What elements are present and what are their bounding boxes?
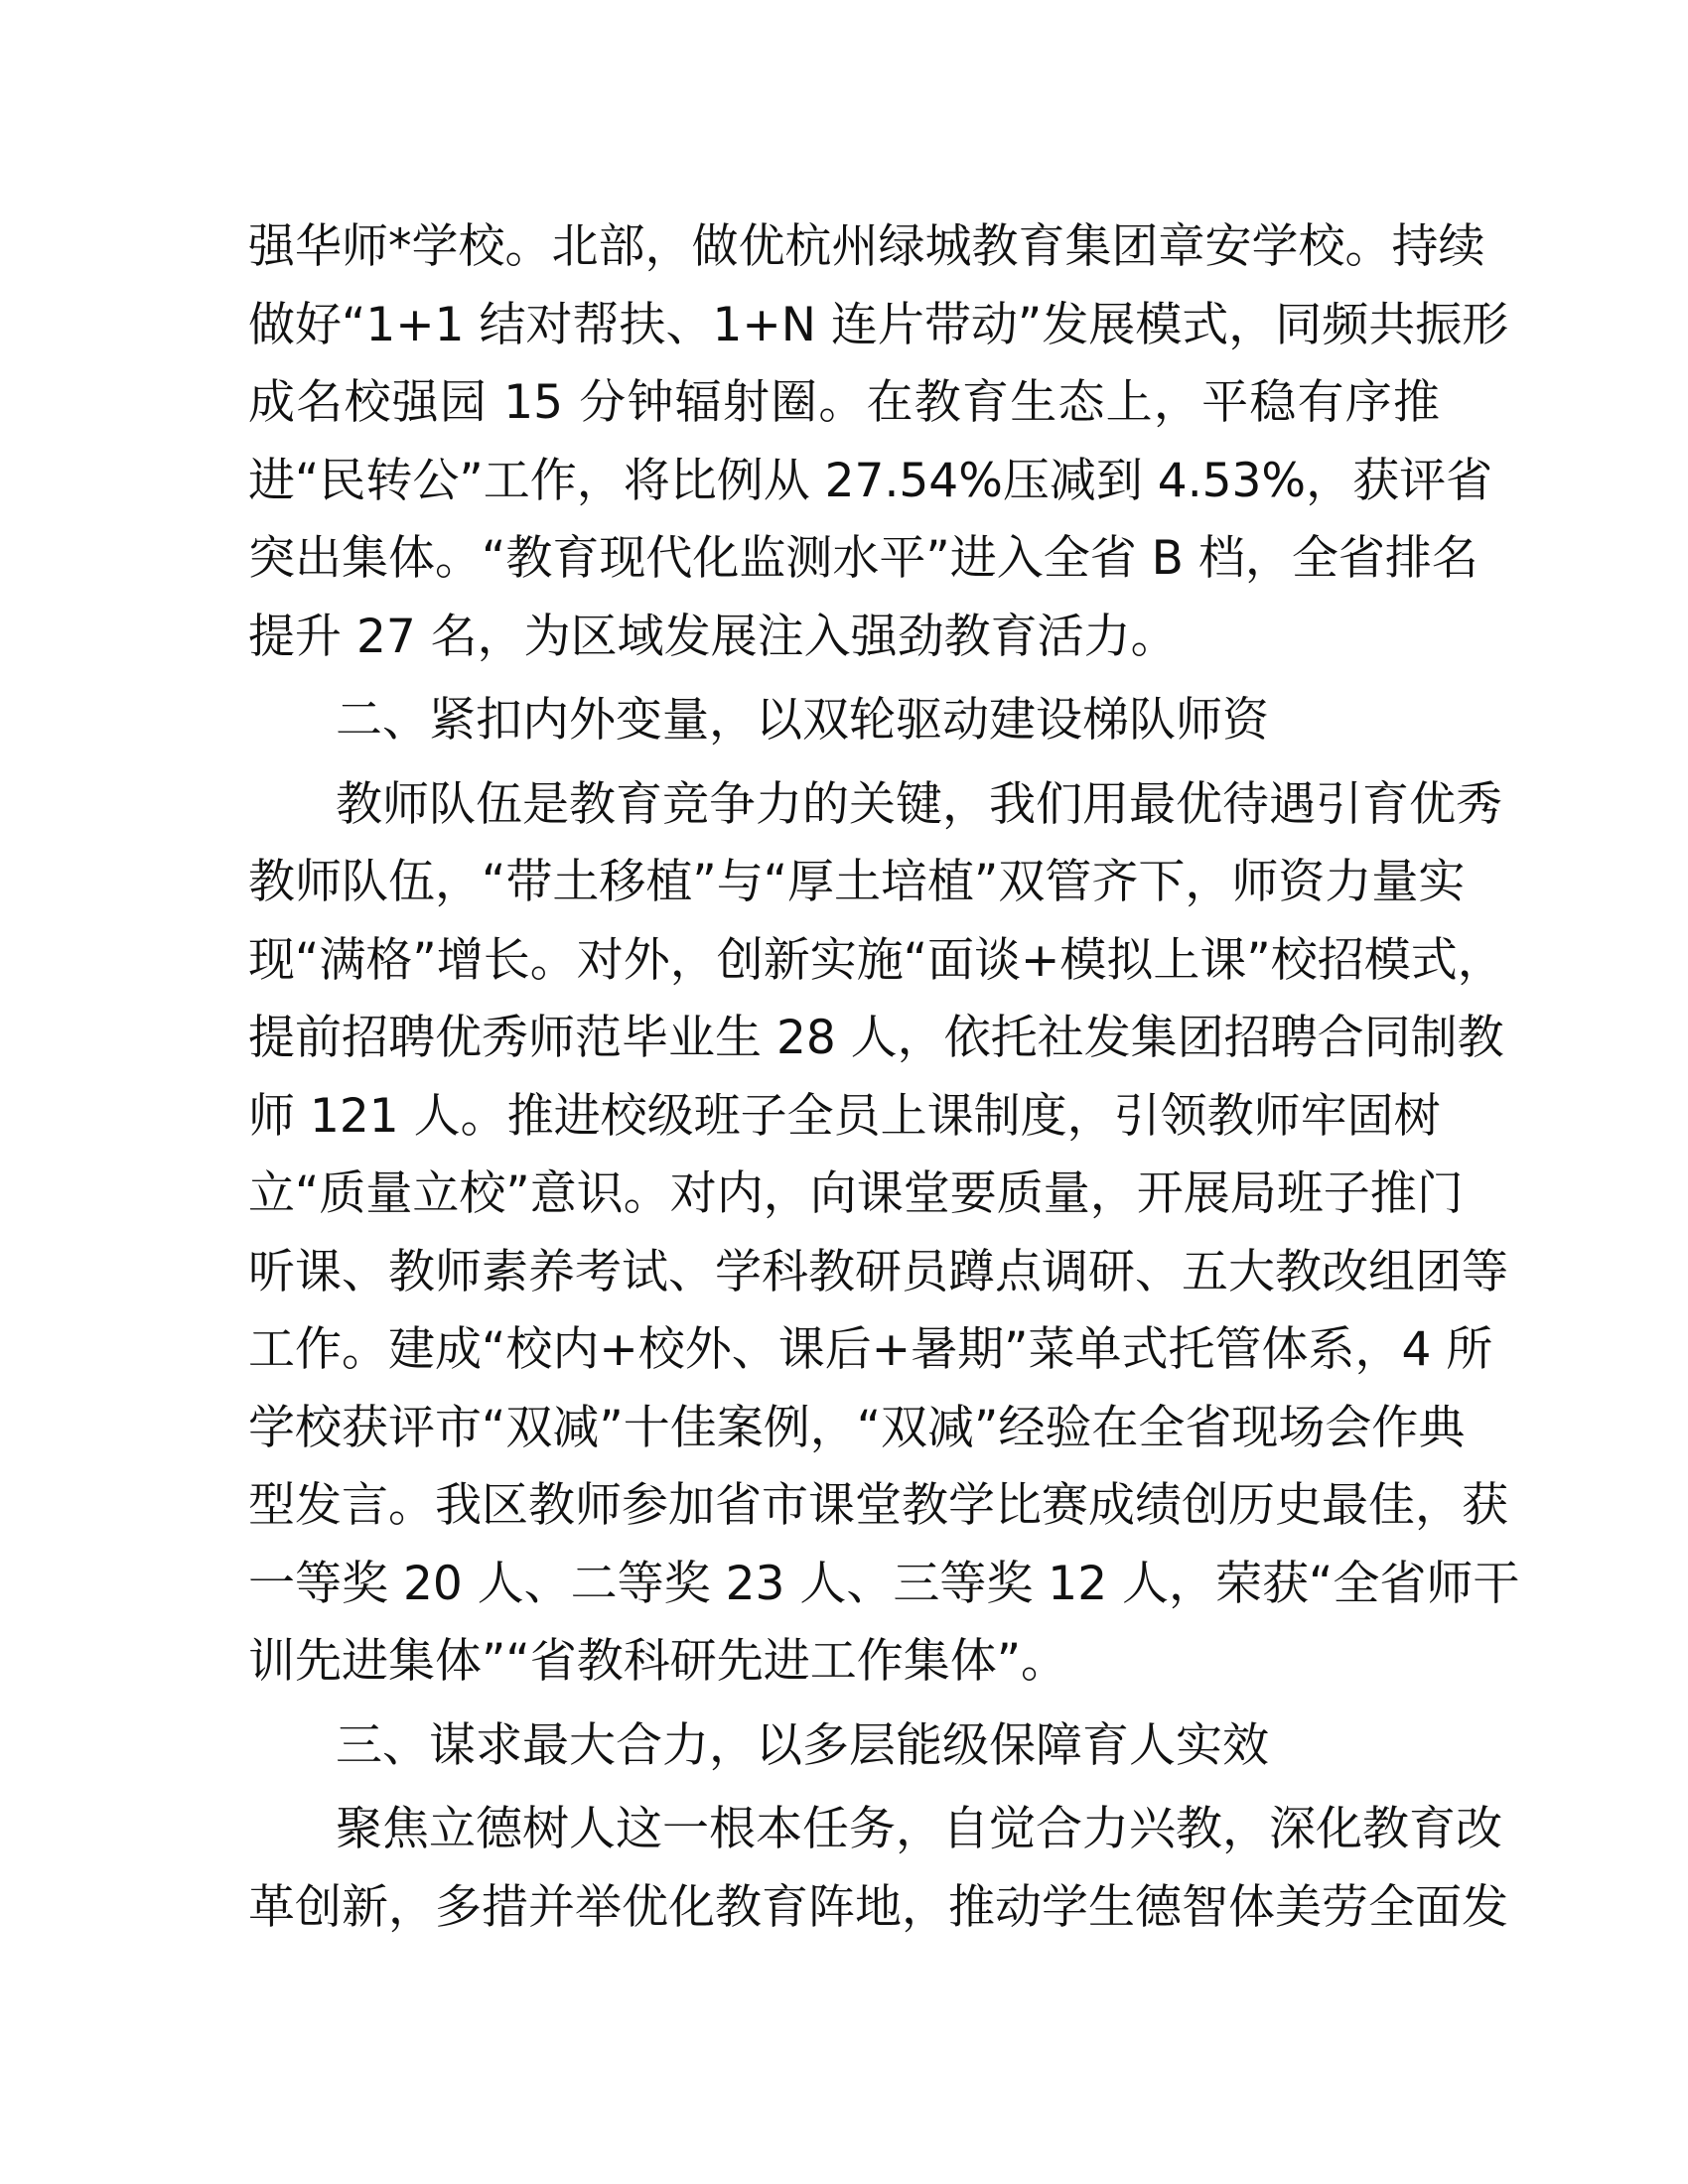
text-line: 师 121 人。推进校级班子全员上课制度，引领教师牢固树 bbox=[248, 1088, 1441, 1144]
text-line: 提前招聘优秀师范毕业生 28 人，依托社发集团招聘合同制教 bbox=[248, 1011, 1504, 1065]
paragraph-school-groups bbox=[248, 208, 1509, 676]
text-line: 提升 27 名，为区域发展注入强劲教育活力。 bbox=[248, 609, 1178, 664]
text-line: 突出集体。“教育现代化监测水平”进入全省 B 档，全省排名 bbox=[248, 531, 1478, 586]
text-line: 聚焦立德树人这一根本任务，自觉合力兴教，深化教育改 bbox=[336, 1802, 1502, 1856]
text-line: 学校获评市“双减”十佳案例，“双减”经验在全省现场会作典 bbox=[248, 1400, 1466, 1455]
text-line: 工作。建成“校内+校外、课后+暑期”菜单式托管体系，4 所 bbox=[248, 1322, 1493, 1377]
text-line: 强华师*学校。北部，做优杭州绿城教育集团章安学校。持续 bbox=[248, 219, 1485, 274]
text-line: 现“满格”增长。对外，创新实施“面谈+模拟上课”校招模式， bbox=[248, 932, 1504, 988]
document-page bbox=[248, 208, 1520, 1947]
text-line: 教师队伍，“带土移植”与“厚土培植”双管齐下，师资力量实 bbox=[248, 855, 1466, 909]
text-line: 做好“1+1 结对帮扶、1+N 连片带动”发展模式，同频共振形 bbox=[248, 297, 1509, 352]
text-line: 一等奖 20 人、二等奖 23 人、三等奖 12 人，荣获“全省师干 bbox=[248, 1556, 1520, 1611]
text-line: 型发言。我区教师参加省市课堂教学比赛成绩创历史最佳，获 bbox=[248, 1478, 1508, 1533]
text-line: 立“质量立校”意识。对内，向课堂要质量，开展局班子推门 bbox=[248, 1166, 1464, 1221]
text-line: 革创新，多措并举优化教育阵地，推动学生德智体美劳全面发 bbox=[248, 1879, 1508, 1935]
section-heading-2: 二、紧扣内外变量，以双轮驱动建设梯队师资 bbox=[336, 693, 1269, 748]
paragraph-education-reform bbox=[248, 1791, 1508, 1947]
text-line: 训先进集体”“省教科研先进工作集体”。 bbox=[248, 1634, 1068, 1689]
section-heading-3: 三、谋求最大合力，以多层能级保障育人实效 bbox=[336, 1717, 1269, 1773]
paragraph-teachers bbox=[248, 766, 1520, 1702]
text-line: 听课、教师素养考试、学科教研员蹲点调研、五大教改组团等 bbox=[248, 1244, 1508, 1299]
text-line: 成名校强园 15 分钟辐射圈。在教育生态上，平稳有序推 bbox=[248, 375, 1440, 430]
text-line: 进“民转公”工作，将比例从 27.54%压减到 4.53%，获评省 bbox=[248, 453, 1493, 508]
text-line: 教师队伍是教育竞争力的关键，我们用最优待遇引育优秀 bbox=[336, 776, 1502, 832]
